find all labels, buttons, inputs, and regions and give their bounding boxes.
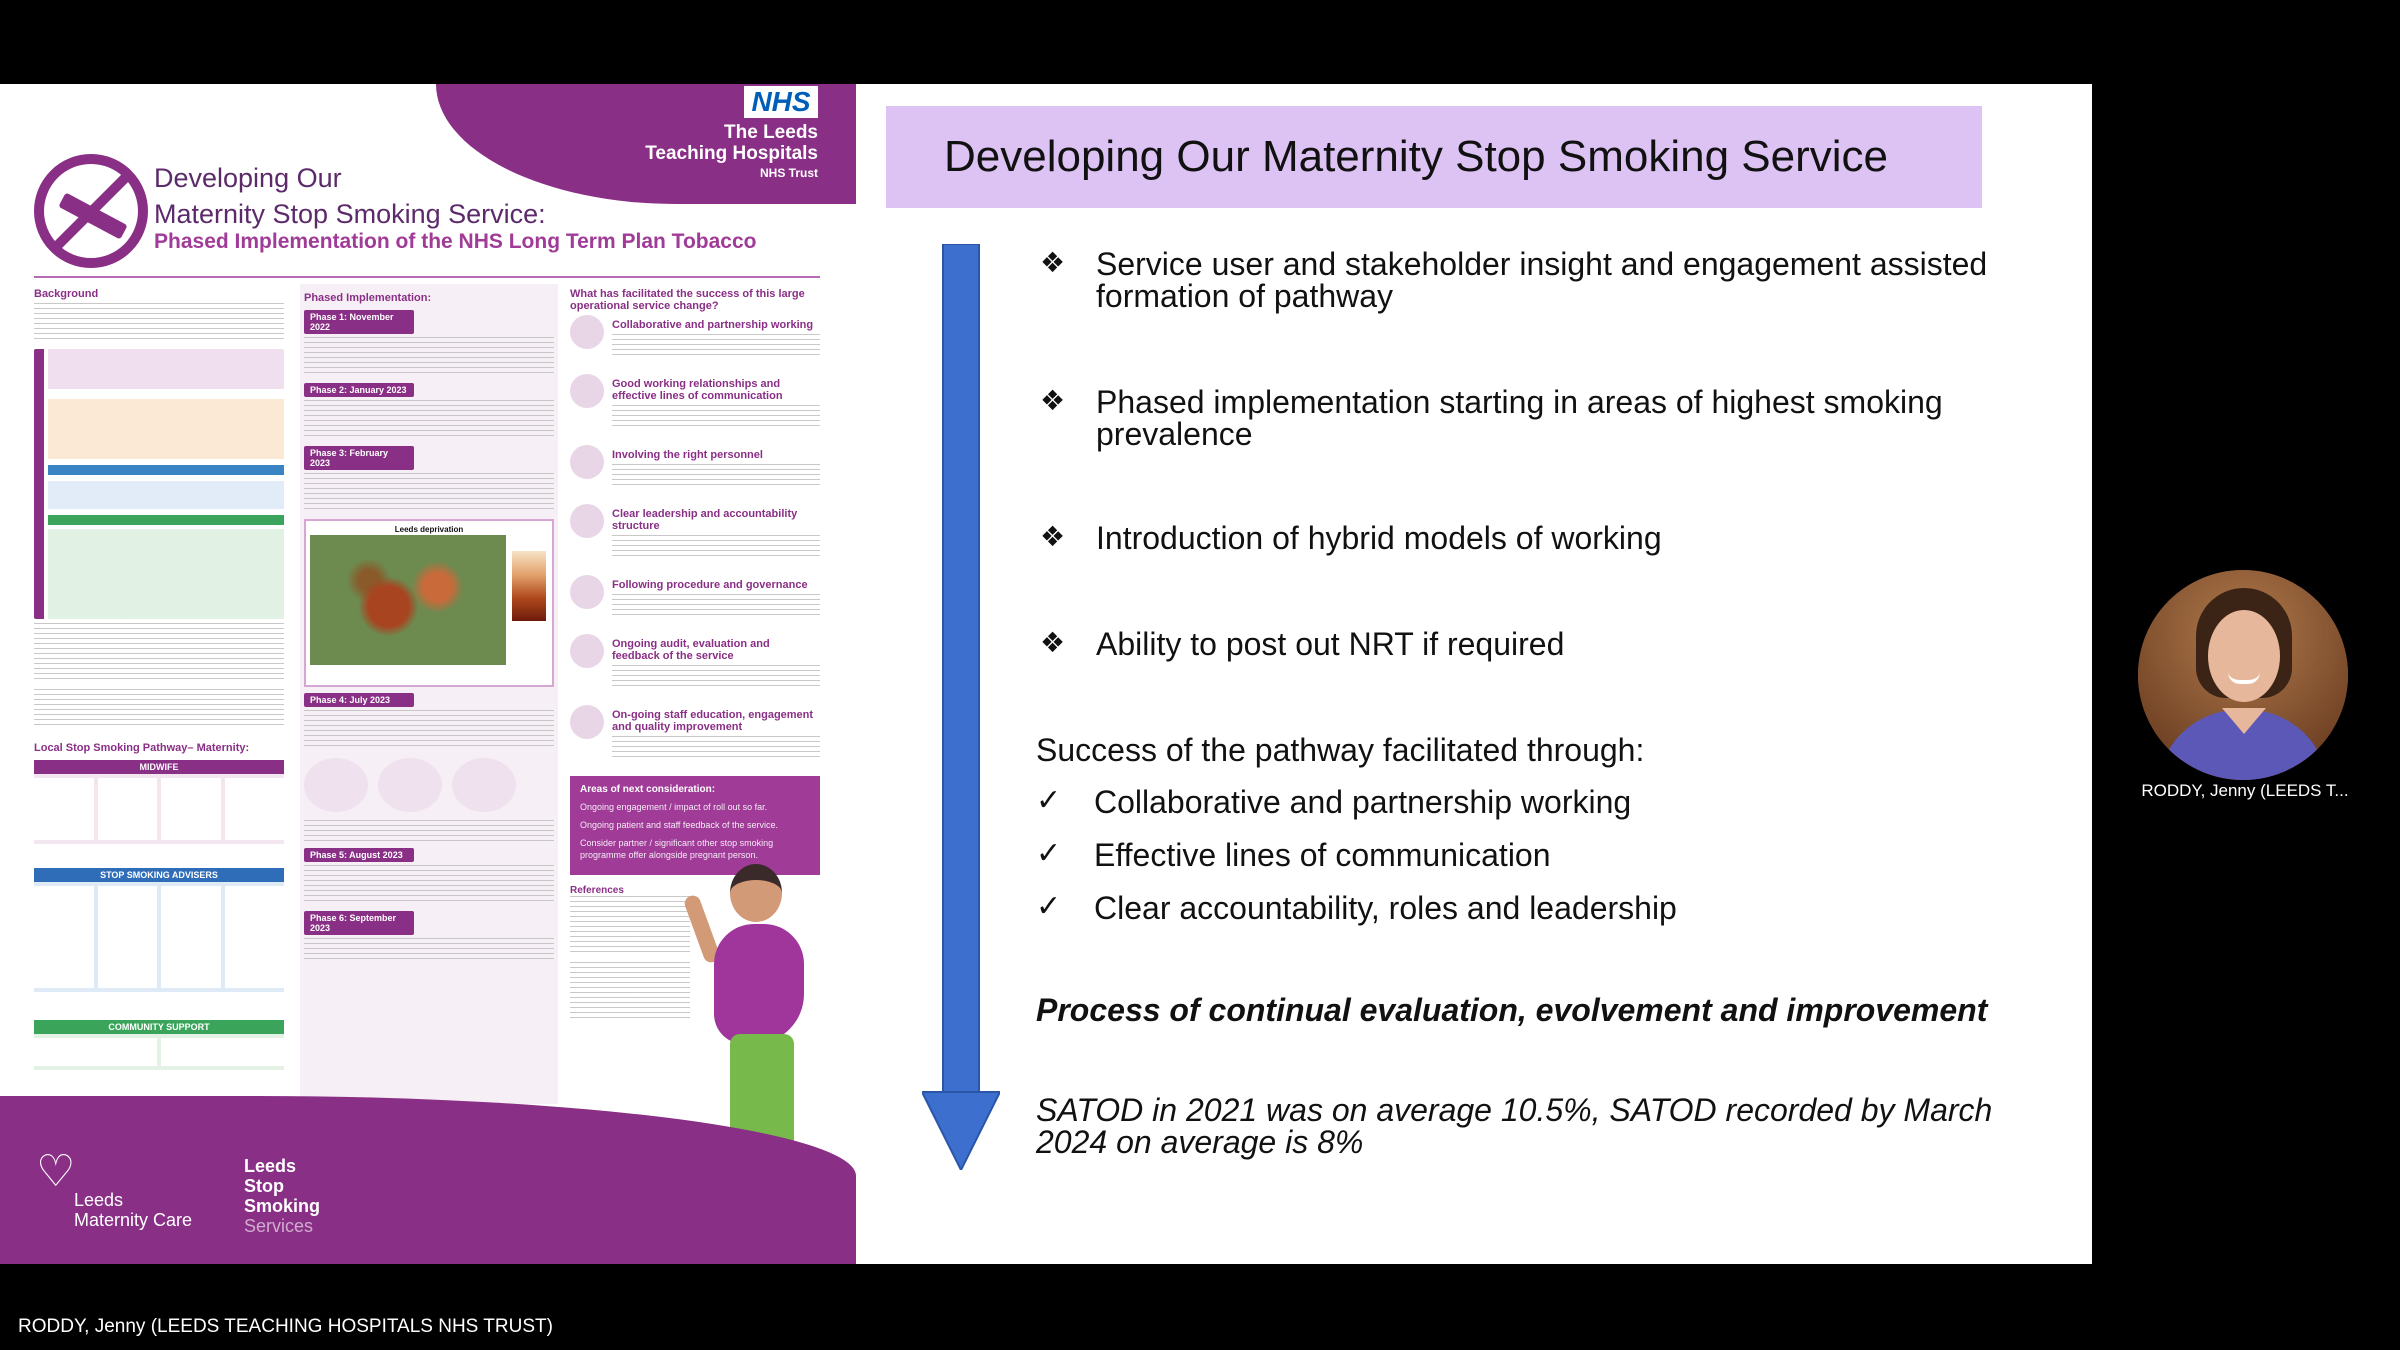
phased-heading: Phased Implementation: [304,292,432,304]
success-item: On-going staff education, engagement and quality improvement [612,709,814,733]
success-item: Following procedure and governance [612,579,808,591]
consider-heading: Areas of next consideration: [580,784,716,795]
success-heading: What has facilitated the success of this large operational service change? [570,288,805,312]
success-item: Ongoing audit, evaluation and feedback of the service [612,638,770,662]
check-text: Collaborative and partnership working [1094,784,1632,820]
text-block [304,337,554,377]
clipboard-icon [570,575,604,609]
no-smoking-icon [34,154,148,268]
deprivation-map [304,519,554,687]
consider-item: Ongoing engagement / impact of roll out so far. [580,802,768,812]
slide-title-box [886,106,1982,208]
poster-image [0,84,856,1264]
text-block [304,865,554,905]
success-item: Involving the right personnel [612,449,763,461]
success-item: Collaborative and partnership working [612,319,814,331]
lane-stop-smoking-advisers [34,868,284,992]
diamond-bullet-icon: ❖ [1040,385,1066,416]
poster-title [154,160,546,232]
phase-label: Phase 3: February 2023 [304,446,414,470]
bullet-text [1096,386,1943,450]
logo-text: Stop [244,1176,284,1196]
check-icon: ✓ [1036,784,1062,817]
text-block [34,303,284,343]
trust-sub: NHS Trust [759,166,818,180]
poster-title-line2: Maternity Stop Smoking Service: [154,199,546,229]
success-item: Clear leadership and accountability structure [612,508,798,532]
satod-line: SATOD in 2021 was on average 10.5%, SATOD recorded by March [1036,1092,1993,1128]
participant-name-label: RODDY, Jenny (LEEDS T... [2141,781,2349,800]
text-block [34,689,284,729]
phase-label: Phase 5: August 2023 [304,848,414,862]
check-icon: ✓ [1036,837,1062,870]
map-legend [512,551,546,621]
bullet-line: formation of pathway [1096,278,1394,314]
phase-label: Phase 4: July 2023 [304,693,414,707]
consider-item: Ongoing patient and staff feedback of the service. [580,820,778,830]
poster-title-line1: Developing Our [154,163,342,193]
people-icon [570,445,604,479]
logo-text: Services [244,1216,314,1236]
consider-item: Consider partner / significant other stop smoking programme offer alongside pregnant person. [580,838,774,860]
phase-label: Phase 2: January 2023 [304,383,414,397]
diamond-bullet-icon: ❖ [1040,521,1066,552]
bullet-text: Introduction of hybrid models of working [1096,520,1662,556]
check-text: Effective lines of communication [1094,837,1551,873]
presentation-slide [0,84,2092,1264]
trust-name-line2: Teaching Hospitals [645,143,818,164]
leeds-maternity-care-logo [74,1190,192,1230]
text-block [304,820,554,842]
nhs-logo: NHS [744,86,818,118]
trust-name [645,122,818,164]
map-label: Leeds deprivation [394,525,464,534]
illustration-row [304,758,554,812]
bullet-line: prevalence [1096,416,1253,452]
magnifier-icon [570,634,604,668]
signpost-icon [570,504,604,538]
participant-video-tile[interactable] [2138,570,2348,780]
bullet-line: Phased implementation starting in areas of highest smoking [1096,384,1943,420]
logo-text: Smoking [244,1196,321,1216]
pathway-heading: Local Stop Smoking Pathway– Maternity: [34,742,250,754]
logo-text: Leeds [244,1156,297,1176]
check-icon: ✓ [1036,890,1062,923]
text-block [304,400,554,440]
poster-divider [34,276,820,278]
chat-icon [570,374,604,408]
process-statement: Process of continual evaluation, evolvement and improvement [1036,992,1988,1028]
check-text: Clear accountability, roles and leadership [1094,890,1677,926]
map-image [310,535,506,665]
heart-logo-icon: ♡ [36,1147,76,1196]
phase-label: Phase 1: November 2022 [304,310,414,334]
text-block [34,623,284,683]
logo-text: Leeds [74,1190,124,1210]
logo-text: Maternity Care [74,1210,193,1230]
flowchart [34,349,284,619]
leeds-stop-smoking-logo [244,1156,320,1236]
poster-header [0,84,856,274]
text-block [570,962,690,1022]
poster-subtitle: Phased Implementation of the NHS Long Term Plan Tobacco [154,230,757,253]
diamond-bullet-icon: ❖ [1040,627,1066,658]
lane-community-support [34,1020,284,1070]
success-heading: Success of the pathway facilitated through: [1036,732,1645,768]
satod-statement [1036,1094,2036,1158]
down-arrow-icon [922,244,1000,1170]
text-block [304,473,554,513]
bullet-text: Ability to post out NRT if required [1096,626,1565,662]
slide-title: Developing Our Maternity Stop Smoking Service [944,132,1888,181]
text-block [304,710,554,750]
gears-icon [570,705,604,739]
lane-label: COMMUNITY SUPPORT [34,1020,284,1034]
handshake-icon [570,315,604,349]
poster-column-phases [300,284,558,1104]
text-block [304,938,554,960]
satod-line: 2024 on average is 8% [1036,1124,1364,1160]
lane-label: MIDWIFE [34,760,284,774]
background-heading: Background [34,288,99,300]
bullet-line: Service user and stakeholder insight and engagement assisted [1096,246,1988,282]
presenter-name-label: RODDY, Jenny (LEEDS TEACHING HOSPITALS NHS TRUST) [18,1316,553,1337]
phase-label: Phase 6: September 2023 [304,911,414,935]
lane-midwife [34,760,284,844]
lane-label: STOP SMOKING ADVISERS [34,868,284,882]
trust-name-line1: The Leeds [724,122,818,143]
bullet-text [1096,248,1987,312]
diamond-bullet-icon: ❖ [1040,247,1066,278]
references-heading: References [570,885,624,896]
success-item: Good working relationships and effective lines of communication [612,378,783,402]
poster-column-background [34,284,284,735]
text-block [570,896,690,956]
